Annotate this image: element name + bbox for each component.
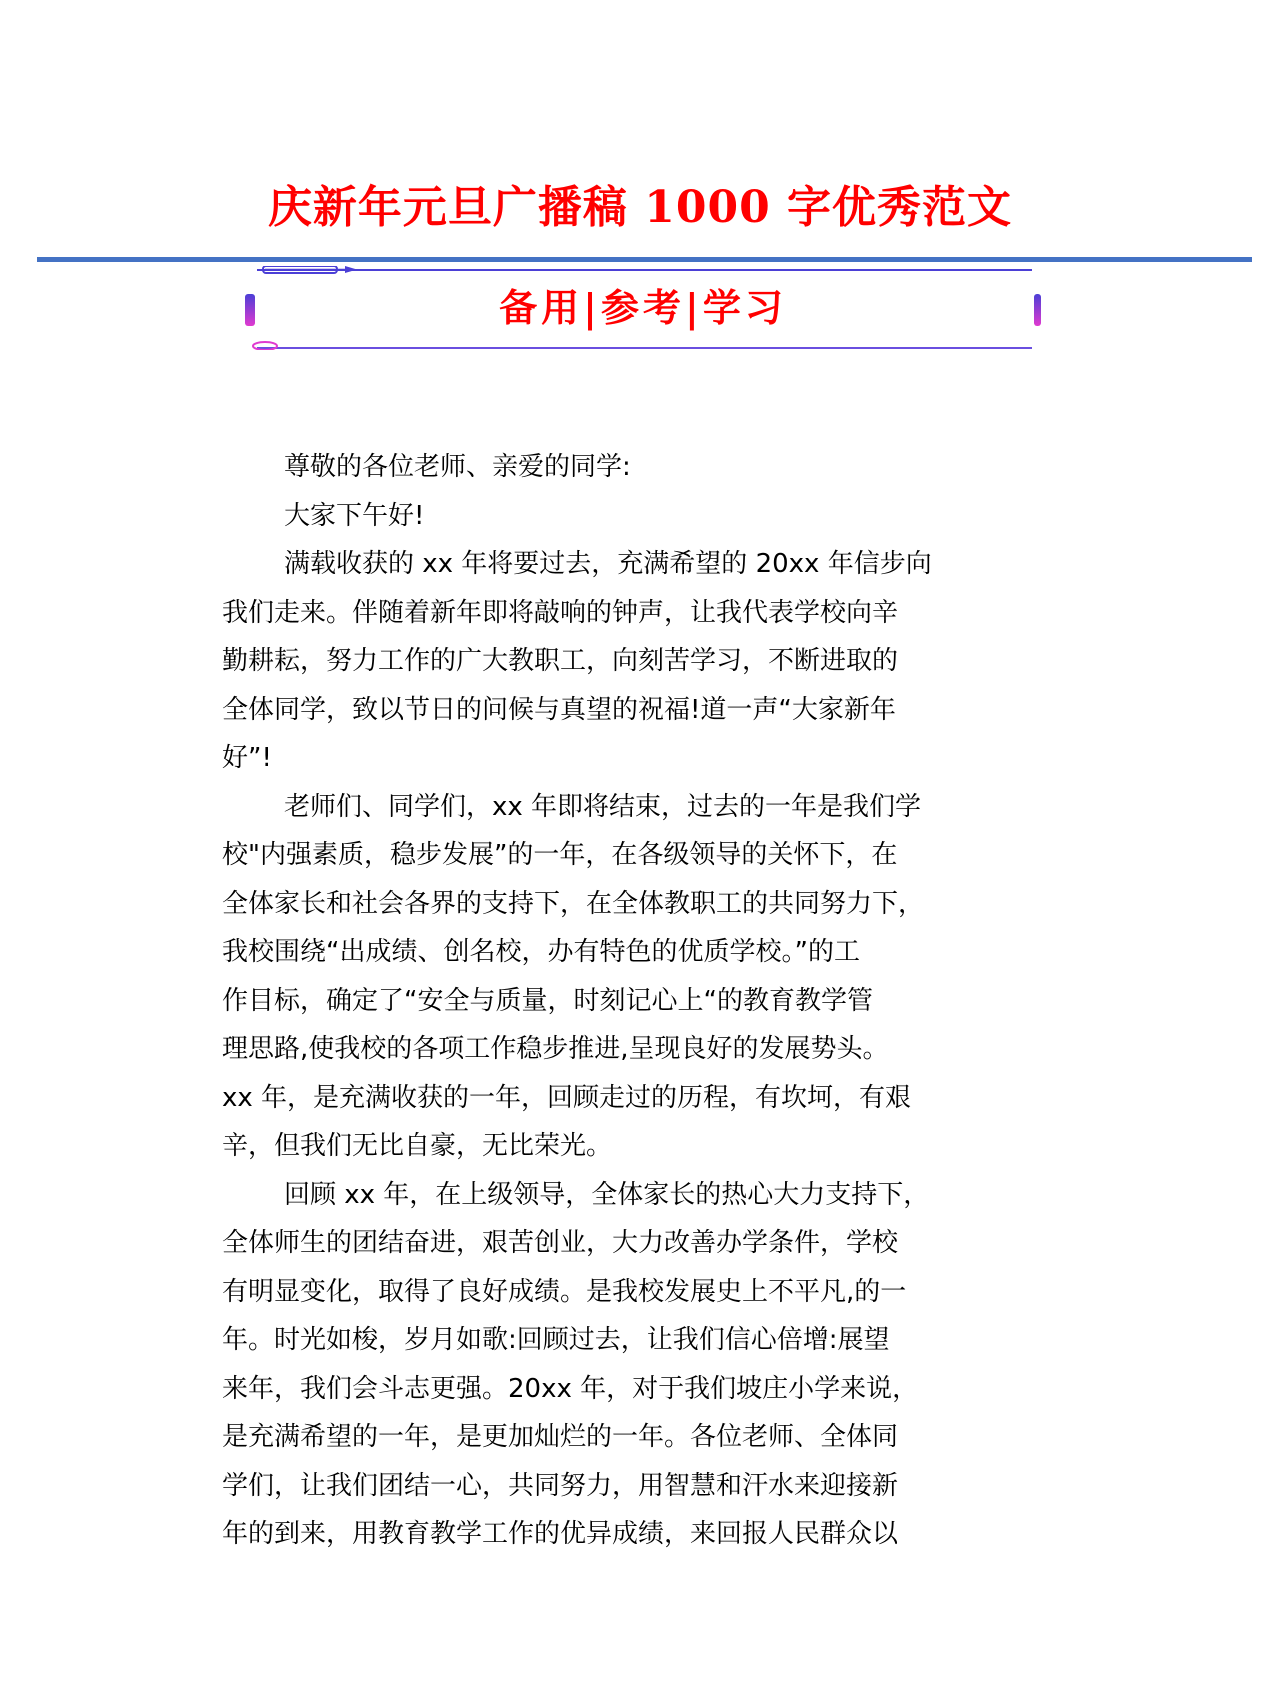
paragraph-line: 回顾 xx 年，在上级领导，全体家长的热心大力支持下，	[284, 1179, 930, 1210]
paragraph-line: 学们，让我们团结一心，共同努力，用智慧和汗水来迎接新	[222, 1470, 899, 1501]
document-title: 庆新年元旦广播稿 1000 字优秀范文	[267, 182, 1013, 233]
paragraph-line: 我们走来。伴随着新年即将敲响的钟声，让我代表学校向辛	[222, 597, 899, 628]
paragraph-line: 是充满希望的一年，是更加灿烂的一年。各位老师、全体同	[222, 1422, 899, 1452]
greeting-line: 尊敬的各位老师、亲爱的同学:	[284, 452, 631, 482]
reference-banner	[245, 266, 1041, 350]
paragraph-line: 年。时光如梭，岁月如歌:回顾过去，让我们信心倍增:展望	[222, 1325, 890, 1355]
paragraph-line: 年的到来，用教育教学工作的优异成绩，来回报人民群众以	[222, 1519, 899, 1549]
paragraph-line: 满载收获的 xx 年将要过去，充满希望的 20xx 年信步向	[284, 549, 932, 579]
banner-text: 备用|参考|学习	[499, 285, 787, 330]
paragraph-line: 校"内强素质，稳步发展”的一年，在各级领导的关怀下，在	[222, 840, 898, 870]
paragraph-line: 我校围绕“出成绩、创名校，办有特色的优质学校。”的工	[222, 937, 860, 967]
paragraph-line: 好”!	[222, 743, 272, 773]
paragraph-line: 全体同学，致以节日的问候与真望的祝福!道一声“大家新年	[222, 694, 896, 725]
letter-body	[222, 443, 1072, 1559]
paragraph-line: 全体师生的团结奋进，艰苦创业，大力改善办学条件，学校	[222, 1228, 899, 1258]
paragraph-line: 理思路,使我校的各项工作稳步推进,呈现良好的发展势头。	[222, 1034, 889, 1064]
paragraph-line: 来年，我们会斗志更强。20xx 年，对于我们坡庄小学来说，	[222, 1373, 919, 1404]
paragraph-line: 有明显变化，取得了良好成绩。是我校发展史上不平凡,的一	[222, 1276, 907, 1307]
title-underline	[37, 257, 1252, 262]
paragraph-line: xx 年，是充满收获的一年，回顾走过的历程，有坎坷，有艰	[222, 1082, 912, 1113]
paragraph-line: 勤耕耘，努力工作的广大教职工，向刻苦学习，不断进取的	[222, 646, 899, 676]
paragraph-line: 老师们、同学们，xx 年即将结束，过去的一年是我们学	[284, 791, 922, 822]
paragraph-line: 全体家长和社会各界的支持下，在全体教职工的共同努力下，	[222, 888, 925, 919]
paragraph-line: 作目标，确定了“安全与质量，时刻记心上“的教育教学管	[222, 985, 873, 1016]
salutation-line: 大家下午好!	[284, 500, 425, 531]
paragraph-line: 辛，但我们无比自豪，无比荣光。	[222, 1131, 613, 1161]
